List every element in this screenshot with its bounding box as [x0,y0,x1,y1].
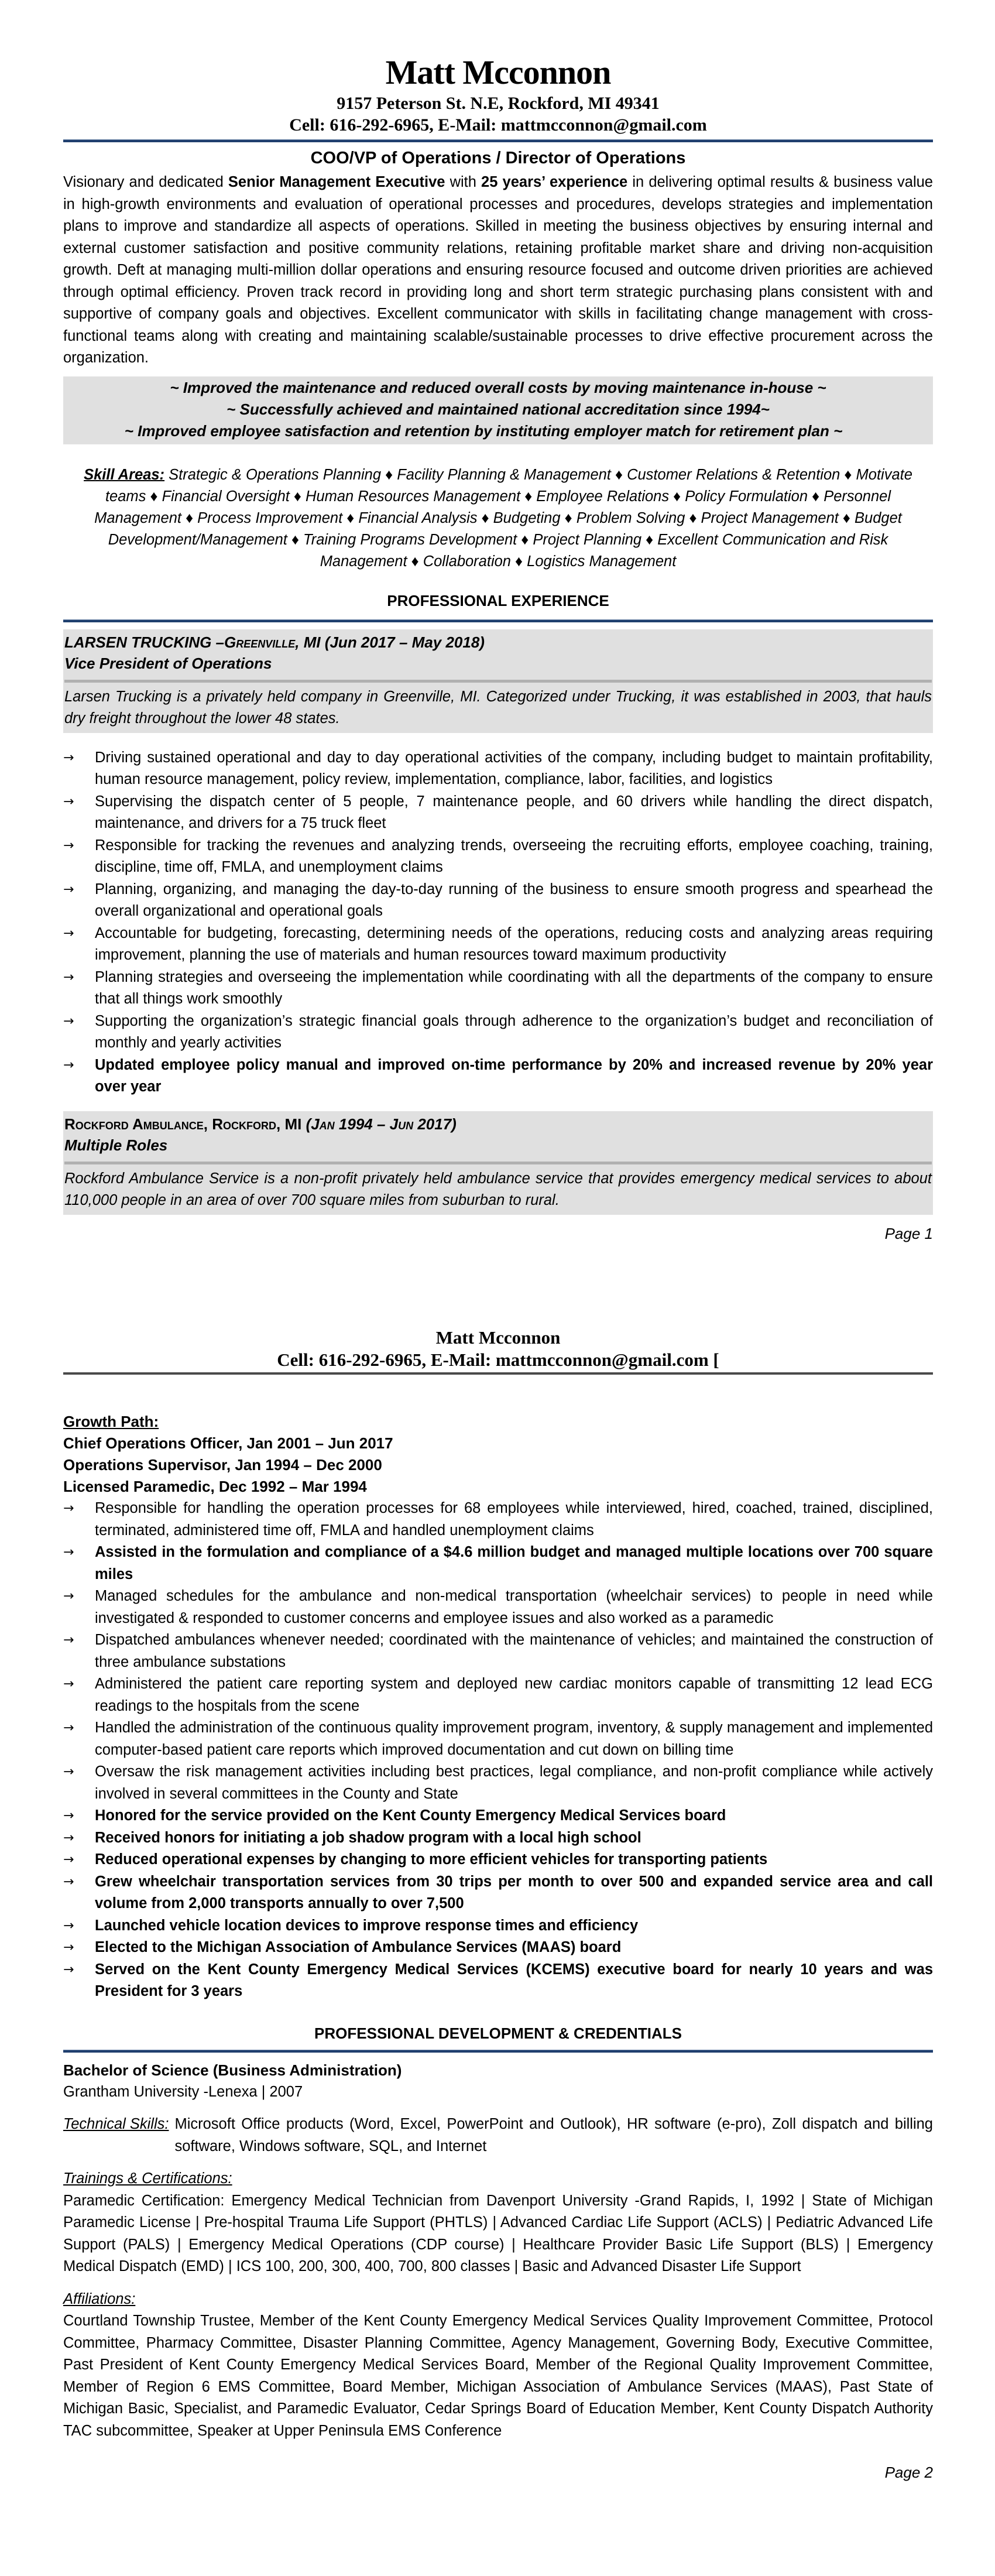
bullet-text: Responsible for tracking the revenues and analyzing trends, overseeing the recruiting efforts, employee coaching, training, discipline, time off, FMLA, and unemployment claims [95,837,933,875]
headline-title: COO/VP of Operations / Director of Operations [310,149,686,167]
page-1 [63,54,933,1244]
bullet-item [63,1805,933,1827]
bullet-item [63,1054,933,1098]
trainings-value: Paramedic Certification: Emergency Medical Technician from Davenport University -Grand Rapids, I, 1992 | State of Michigan Paramedic License | Pre-hospital Trauma Life Support (PHTLS) | Advanced Cardiac Life Support (ACLS) | Pediatric Advanced Life Support (PALS) | Emergency Medical Operations (CDP course) | Healthcare Provider Basic Life Support (BLS) | Emergency Medical Dispatch (EMD) | ICS 100, 200, 300, 400, 700, 800 classes | Basic and Advanced Disaster Life Support [63,2192,933,2274]
arrow-right-icon: → [63,1962,74,1977]
arrow-right-icon: → [63,1852,74,1867]
job2-bullets [63,1498,933,2003]
summary-highlight: 25 years’ experience [481,174,628,190]
growth-path-role: Chief Operations Officer, Jan 2001 – Jun 2017 [63,1434,393,1452]
arrow-right-icon: → [63,882,74,897]
job-card-larsen [63,629,933,733]
achievement-line: ~ Improved employee satisfaction and retention by instituting employer match for retirement plan ~ [124,422,843,440]
job-company-line [64,1114,932,1135]
job-header [63,629,933,676]
header-divider [63,139,933,142]
achievement-line: ~ Successfully achieved and maintained national accreditation since 1994~ [227,400,770,418]
arrow-right-icon: → [63,794,74,809]
job-description: Rockford Ambulance Service is a non-profit privately held ambulance service that provides emergency medical services to about 110,000 people in an area of over 700 square miles from suburban to rural. [64,1170,932,1208]
bullet-item [63,747,933,791]
bullet-item [63,1937,933,1959]
candidate-contact: Cell: 616-292-6965, E-Mail: mattmcconnon@gmail.com [289,115,707,135]
achievement-line: ~ Improved the maintenance and reduced overall costs by moving maintenance in-house ~ [170,378,826,396]
bullet-item [63,967,933,1010]
page-2 [63,1327,933,2483]
bullet-text: Planning, organizing, and managing the day-to-day running of the business to ensure smooth progress and spearhead the overall organizational and operational goals [95,881,933,919]
bullet-item [63,1827,933,1849]
page-number: Page 2 [884,2464,933,2481]
section-divider [63,619,933,622]
bullet-item [63,835,933,879]
bullet-item [63,1010,933,1054]
arrow-right-icon: → [63,926,74,941]
job-dates: (Jun 2017 – May 2018) [320,633,485,651]
bullet-text: Honored for the service provided on the Kent County Emergency Medical Services board [95,1807,726,1824]
section-heading-credentials: PROFESSIONAL DEVELOPMENT & CREDENTIALS [314,2024,682,2042]
bullet-item [63,1761,933,1805]
bullet-text: Reduced operational expenses by changing to more efficient vehicles for transporting patients [95,1851,768,1868]
candidate-address: 9157 Peterson St. N.E, Rockford, MI 49341 [337,94,660,113]
arrow-right-icon: → [63,1874,74,1889]
growth-path-role: Operations Supervisor, Jan 1994 – Dec 2000 [63,1456,382,1474]
bullet-item [63,879,933,923]
bullet-text: Accountable for budgeting, forecasting, determining needs of the operations, reducing costs and analyzing areas requiring improvement, planning the use of materials and human resources toward maximum productivity [95,924,933,963]
bullet-item [63,791,933,835]
growth-path-role: Licensed Paramedic, Dec 1992 – Mar 1994 [63,1478,367,1495]
bullet-text: Supporting the organization’s strategic financial goals through adherence to the organization’s budget and reconciliation of monthly and yearly activities [95,1012,933,1051]
bullet-text: Planning strategies and overseeing the implementation while coordinating with all the departments of the company to ensure that all things work smoothly [95,968,933,1007]
bullet-text: Grew wheelchair transportation services from 30 trips per month to over 500 and expanded service area and call volume from 2,000 transports annually to over 7,500 [95,1873,933,1912]
arrow-right-icon: → [63,1765,74,1779]
degree-school: Grantham University -Lenexa | 2007 [63,2083,303,2100]
summary-paragraph [63,172,933,369]
job-location: Greenville, MI [224,633,321,651]
skill-areas [63,464,933,573]
section-divider [63,2050,933,2053]
summary-text: in delivering optimal results & business value in high-growth environments and evaluation of operational processes and procedures, develops strategies and implementation plans to improve and standardize all aspects of operations. Skilled in meeting the business objectives by ensuring internal and external customer satisfaction and positive community relations, retaining profitable market share and driving non-acquisition growth. Deft at managing multi-million dollar operations and ensuring resource focused and outcome driven priorities are achieved through optimal efficiency. Proven track record in providing long and short term strategic purchasing plans consistent with and supportive of company goals and objectives. Excellent communicator with skills in facilitating change management with cross-functional teams along with creating and maintaining scalable/sustainable processes to drive effective procurement across the organization. [63,174,933,366]
job-divider [64,1162,932,1164]
bullet-text: Updated employee policy manual and improved on-time performance by 20% and increased revenue by 20% year over year [95,1056,933,1095]
bullet-item [63,1871,933,1915]
bullet-item [63,923,933,967]
degree-title: Bachelor of Science (Business Administration) [63,2061,402,2079]
job-card-rockford [63,1111,933,1215]
bullet-text: Assisted in the formulation and compliance of a $4.6 million budget and managed multiple locations over 700 square miles [95,1544,933,1582]
candidate-name: Matt Mcconnon [385,53,611,91]
skill-areas-label: Skill Areas: [84,466,165,483]
bullet-item [63,1959,933,2003]
affiliations-label: Affiliations: [63,2290,136,2307]
arrow-right-icon: → [63,838,74,853]
bullet-item [63,1717,933,1761]
bullet-item [63,1915,933,1937]
bullet-text: Supervising the dispatch center of 5 people, 7 maintenance people, and 60 drivers while handling the direct dispatch, maintenance, and drivers for a 75 truck fleet [95,793,933,831]
arrow-right-icon: → [63,1830,74,1845]
job-company: LARSEN TRUCKING – [64,633,225,651]
summary-text: with [445,174,482,190]
bullet-text: Elected to the Michigan Association of Ambulance Services (MAAS) board [95,1939,622,1955]
bullet-text: Oversaw the risk management activities including best practices, legal compliance, and non-profit compliance while actively involved in several committees in the County and State [95,1763,933,1802]
job-company-line [64,632,932,653]
arrow-right-icon: → [63,1677,74,1691]
bullet-text: Driving sustained operational and day to day operational activities of the company, including budget to maintain profitability, human resource management, policy review, implementation, compliance, labor, facilities, and logistics [95,749,933,787]
bullet-text: Administered the patient care reporting system and deployed new cardiac monitors capable of transmitting 12 lead ECG readings to the hospitals from the scene [95,1676,933,1714]
candidate-name: Matt Mcconnon [435,1327,561,1348]
arrow-right-icon: → [63,1013,74,1029]
arrow-right-icon: → [63,1808,74,1823]
bullet-item [63,1673,933,1717]
arrow-right-icon: → [63,750,74,765]
bullet-item [63,1849,933,1871]
achievements-box [63,376,933,444]
bullet-item [63,1585,933,1629]
arrow-right-icon: → [63,1545,74,1560]
skill-areas-list: Strategic & Operations Planning ♦ Facility Planning & Management ♦ Customer Relations & Retention ♦ Motivate teams ♦ Financial Oversight ♦ Human Resources Management ♦ Employee Relations ♦ Policy Formulation ♦ Personnel Management ♦ Process Improvement ♦ Financial Analysis ♦ Budgeting ♦ Problem Solving ♦ Project Management ♦ Budget Development/Management ♦ Training Programs Development ♦ Project Planning ♦ Excellent Communication and Risk Management ♦ Collaboration ♦ Logistics Management [94,466,912,570]
bullet-text: Received honors for initiating a job shadow program with a local high school [95,1829,641,1846]
technical-skills [63,2113,933,2157]
arrow-right-icon: → [63,1918,74,1933]
bullet-text: Managed schedules for the ambulance and non-medical transportation (wheelchair services) to people in need while investigated & responded to customer concerns and employee issues and also worked as a paramedic [95,1588,933,1626]
job-header [63,1111,933,1158]
bullet-text: Launched vehicle location devices to improve response times and efficiency [95,1917,639,1934]
bullet-item [63,1498,933,1542]
bullet-text: Dispatched ambulances whenever needed; coordinated with the maintenance of vehicles; and maintained the construction of three ambulance substations [95,1632,933,1670]
technical-skills-label: Technical Skills: [63,2116,169,2132]
arrow-right-icon: → [63,1940,74,1955]
affiliations-value: Courtland Township Trustee, Member of the Kent County Emergency Medical Services Quality Improvement Committee, Protocol Committee, Pharmacy Committee, Disaster Planning Committee, Agency Management, Governing Body, Executive Committee, Past President of Kent County Emergency Medical Services Board, Member of the Regional Quality Improvement Committee, Member of Region 6 EMS Committee, Board Member, Michigan Association of Ambulance Services (MAAS), Past State of Michigan Basic, Specialist, and Paramedic Evaluator, Cedar Springs Board of Education Member, Kent County Dispatch Authority TAC subcommittee, Speaker at Upper Peninsula EMS Conference [63,2313,933,2439]
bullet-text: Responsible for handling the operation processes for 68 employees while interviewed, hired, coached, trained, disciplined, terminated, administered time off, FMLA and handled unemployment claims [95,1500,933,1539]
arrow-right-icon: → [63,1057,74,1073]
job-divider [64,680,932,683]
job-role: Vice President of Operations [64,654,272,672]
job-company: Rockford Ambulance, Rockford, MI [64,1115,302,1133]
summary-text: Visionary and dedicated [63,174,228,190]
growth-path [63,1411,933,1498]
job-description: Larsen Trucking is a privately held company in Greenville, MI. Categorized under Trucking, it was established in 2003, that hauls dry freight throughout the lower 48 states. [64,688,932,727]
section-heading-experience: PROFESSIONAL EXPERIENCE [387,591,609,609]
technical-skills-value: Microsoft Office products (Word, Excel, PowerPoint and Outlook), HR software (e-pro), Zoll dispatch and billing software, Windows software, SQL, and Internet [174,2116,933,2154]
candidate-contact: Cell: 616-292-6965, E-Mail: mattmcconnon@gmail.com [ [277,1349,719,1370]
arrow-right-icon: → [63,1501,74,1516]
summary-highlight: Senior Management Executive [228,174,445,190]
job-dates: (Jan 1994 – Jun 2017) [301,1115,457,1133]
bullet-text: Handled the administration of the continuous quality improvement program, inventory, & supply management and implemented computer-based patient care reports which improved documentation and cut down on billing time [95,1719,933,1758]
page-number: Page 1 [884,1224,933,1242]
growth-path-label: Growth Path: [63,1413,159,1430]
job-role: Multiple Roles [64,1136,168,1154]
bullet-item [63,1542,933,1585]
job1-bullets [63,747,933,1098]
arrow-right-icon: → [63,1589,74,1604]
bullet-item [63,1629,933,1673]
bullet-text: Served on the Kent County Emergency Medical Services (KCEMS) executive board for nearly 10 years and was President for 3 years [95,1961,933,1999]
arrow-right-icon: → [63,970,74,985]
arrow-right-icon: → [63,1721,74,1735]
header-divider [63,1372,933,1375]
arrow-right-icon: → [63,1633,74,1647]
trainings-label: Trainings & Certifications: [63,2170,232,2187]
